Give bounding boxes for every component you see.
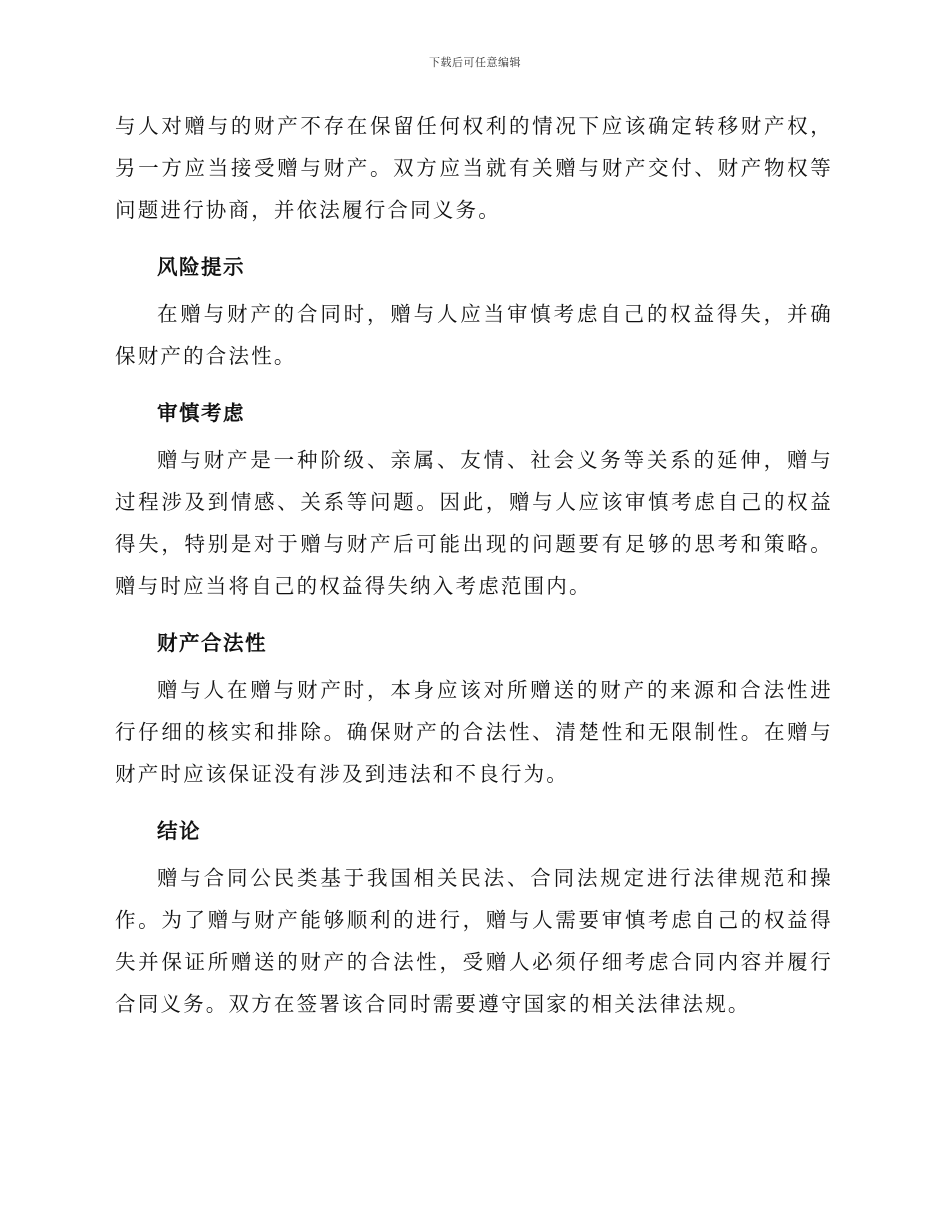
- heading-legality: 财产合法性: [157, 631, 267, 655]
- heading-risk: 风险提示: [157, 255, 245, 279]
- heading-conclusion: 结论: [157, 819, 201, 843]
- heading-careful: 审慎考虑: [157, 401, 245, 425]
- page-header: 下载后可任意编辑: [429, 56, 521, 69]
- document-body: [115, 105, 833, 1025]
- conclusion-paragraph: 赠与合同公民类基于我国相关民法、合同法规定进行法律规范和操作。为了赠与财产能够顺利的进行，赠与人需要审慎考虑自己的权益得失并保证所赠送的财产的合法性，受赠人必须仔细考虑合同内容并履行合同义务。双方在签署该合同时需要遵守国家的相关法律法规。: [115, 866, 833, 1016]
- intro-paragraph: 与人对赠与的财产不存在保留任何权利的情况下应该确定转移财产权，另一方应当接受赠与财产。双方应当就有关赠与财产交付、财产物权等问题进行协商，并依法履行合同义务。: [115, 114, 833, 222]
- risk-paragraph: 在赠与财产的合同时，赠与人应当审慎考虑自己的权益得失，并确保财产的合法性。: [115, 302, 833, 368]
- careful-paragraph: 赠与财产是一种阶级、亲属、友情、社会义务等关系的延伸，赠与过程涉及到情感、关系等问题。因此，赠与人应该审慎考虑自己的权益得失，特别是对于赠与财产后可能出现的问题要有足够的思考和策略。赠与时应当将自己的权益得失纳入考虑范围内。: [115, 448, 833, 598]
- legality-paragraph: 赠与人在赠与财产时，本身应该对所赠送的财产的来源和合法性进行仔细的核实和排除。确保财产的合法性、清楚性和无限制性。在赠与财产时应该保证没有涉及到违法和不良行为。: [115, 678, 833, 786]
